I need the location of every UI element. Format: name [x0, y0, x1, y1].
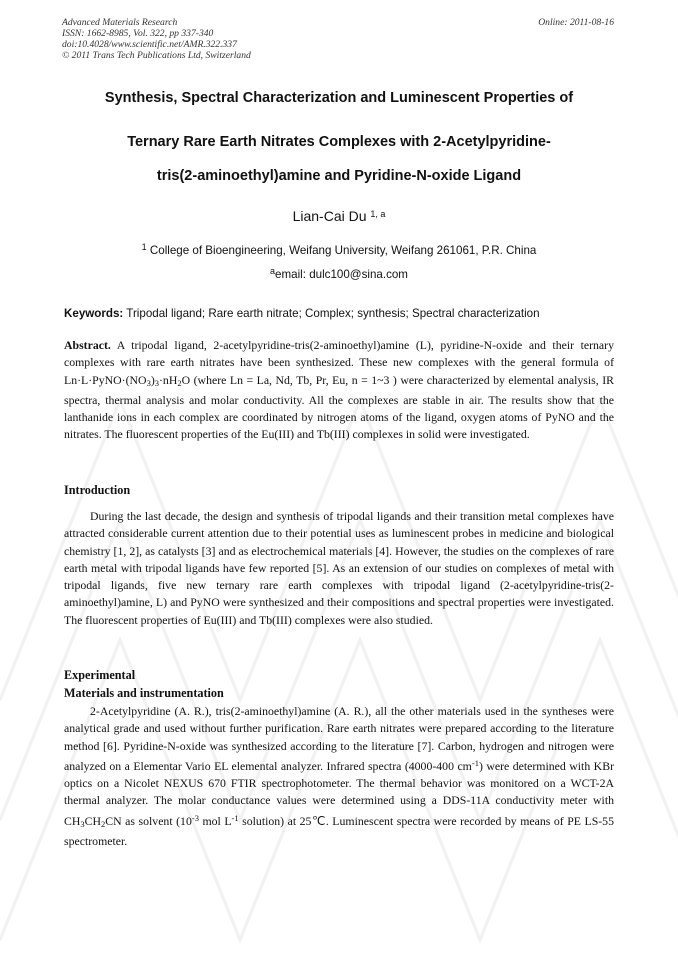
- abstract-sub-3: 2: [177, 377, 182, 388]
- journal-doi: doi:10.4028/www.scientific.net/AMR.322.337: [62, 39, 237, 50]
- journal-name: Advanced Materials Research: [62, 17, 178, 28]
- paper-title-line-2: Ternary Rare Earth Nitrates Complexes with 2-Acetylpyridine-: [127, 134, 551, 150]
- online-date: Online: 2011-08-16: [538, 17, 614, 28]
- abstract-text-4: O (where Ln = La, Nd, Tb, Pr, Eu, n = 1~3 ) were characterized by elemental analysis, IR spectra, thermal analysis and molar conductivity. All the complexes are stable in air. The results show that the lanthanide ions in each complex are coordinated by nitrogen atoms of the ligand, oxygen atoms of PyNO and the nitrates. The fluorescent properties of the Eu(III) and Tb(III) complexes in solid were investigated.: [64, 372, 614, 442]
- keywords-label: Keywords:: [64, 307, 124, 320]
- abstract-sub-2: 3: [154, 377, 159, 388]
- affiliation: [0, 244, 678, 257]
- author-superscript: 1, a: [370, 209, 386, 219]
- materials-text: [64, 703, 614, 850]
- author-name: Lian-Cai Du: [292, 208, 367, 224]
- affiliation-text: College of Bioengineering, Weifang University, Weifang 261061, P.R. China: [146, 244, 537, 257]
- email-marker: a: [270, 266, 276, 276]
- abstract-text-3: ·nH: [159, 372, 178, 387]
- materials-text-4: CN as solvent (10: [105, 813, 192, 828]
- experimental-heading: Experimental: [64, 668, 136, 682]
- introduction-heading: Introduction: [64, 483, 131, 497]
- abstract-sub-1: 3: [146, 377, 151, 388]
- journal-header: [62, 17, 251, 61]
- paper-title-line-3: tris(2-aminoethyl)amine and Pyridine-N-oxide Ligand: [156, 168, 522, 184]
- journal-copyright: © 2011 Trans Tech Publications Ltd, Switzerland: [62, 50, 251, 61]
- author-line: [0, 208, 678, 224]
- abstract-label: Abstract.: [64, 338, 111, 352]
- materials-subheading: Materials and instrumentation: [64, 686, 224, 700]
- materials-sub-2: 2: [101, 818, 106, 829]
- materials-sup-3: -1: [231, 812, 239, 823]
- materials-sup-2: -3: [191, 812, 199, 823]
- materials-text-2: ) were determined with KBr optics on a Nicolet NEXUS 670 FTIR spectrophotometer. The thermal behavior was monitored on a WCT-2A thermal analyzer. The molar conductance values were determined using a DDS-11A conductivity meter with CH: [64, 758, 615, 828]
- abstract-text-1: A tripodal ligand, 2-acetylpyridine-tris(2-aminoethyl)amine (L), pyridine-N-oxide and their ternary complexes with rare earth nitrates have been synthesized. These new complexes with the general formula of Ln·L·PyNO·(NO: [64, 338, 614, 387]
- affiliation-marker: 1: [141, 242, 147, 252]
- paper-title-line-1: Synthesis, Spectral Characterization and Luminescent Properties of: [104, 90, 574, 106]
- email-line: [0, 268, 678, 281]
- materials-sup-1: -1: [471, 757, 479, 768]
- materials-text-6: solution) at 25℃. Luminescent spectra were recorded by means of PE LS-55 spectrometer.: [64, 813, 614, 849]
- abstract-text-2: ): [150, 372, 155, 387]
- journal-issn: ISSN: 1662-8985, Vol. 322, pp 337-340: [62, 28, 214, 39]
- materials-text-5: mol L: [198, 813, 232, 828]
- keywords-text: Tripodal ligand; Rare earth nitrate; Complex; synthesis; Spectral characterization: [123, 307, 540, 320]
- materials-text-1: 2-Acetylpyridine (A. R.), tris(2-aminoethyl)amine (A. R.), all the other materials used in the syntheses were analytical grade and used without further purification. Rare earth nitrates were prepared according to the literature method [6]. Pyridine-N-oxide was synthesized according to the literature [7]. Carbon, hydrogen and nitrogen were analyzed on a Elementar Vario EL elemental analyzer. Infrared spectra (4000-400 cm: [64, 704, 614, 773]
- materials-sub-1: 3: [80, 818, 85, 829]
- materials-text-3: CH: [84, 813, 102, 828]
- introduction-text: During the last decade, the design and synthesis of tripodal ligands and their transition metal complexes have attracted considerable current attention due to their potential uses as luminescent probes in medicine and biological chemistry [1, 2], as catalysts [3] and as electrochemical materials [4]. However, the studies on the complexes of rare earth metal with tripodal ligands have few reported [5]. As an extension of our studies on complexes of metal with tripodal ligands, five new ternary rare earth complexes with tripodal ligand (2-acetylpyridine-tris(2-aminoethyl)amine, L) and PyNO were synthesized and their compositions and spectral properties were investigated. The fluorescent properties of Eu(III) and Tb(III) complexes were also studied.: [64, 509, 614, 627]
- abstract: [64, 337, 614, 444]
- keywords: [64, 307, 540, 320]
- email-text: email: dulc100@sina.com: [275, 268, 408, 281]
